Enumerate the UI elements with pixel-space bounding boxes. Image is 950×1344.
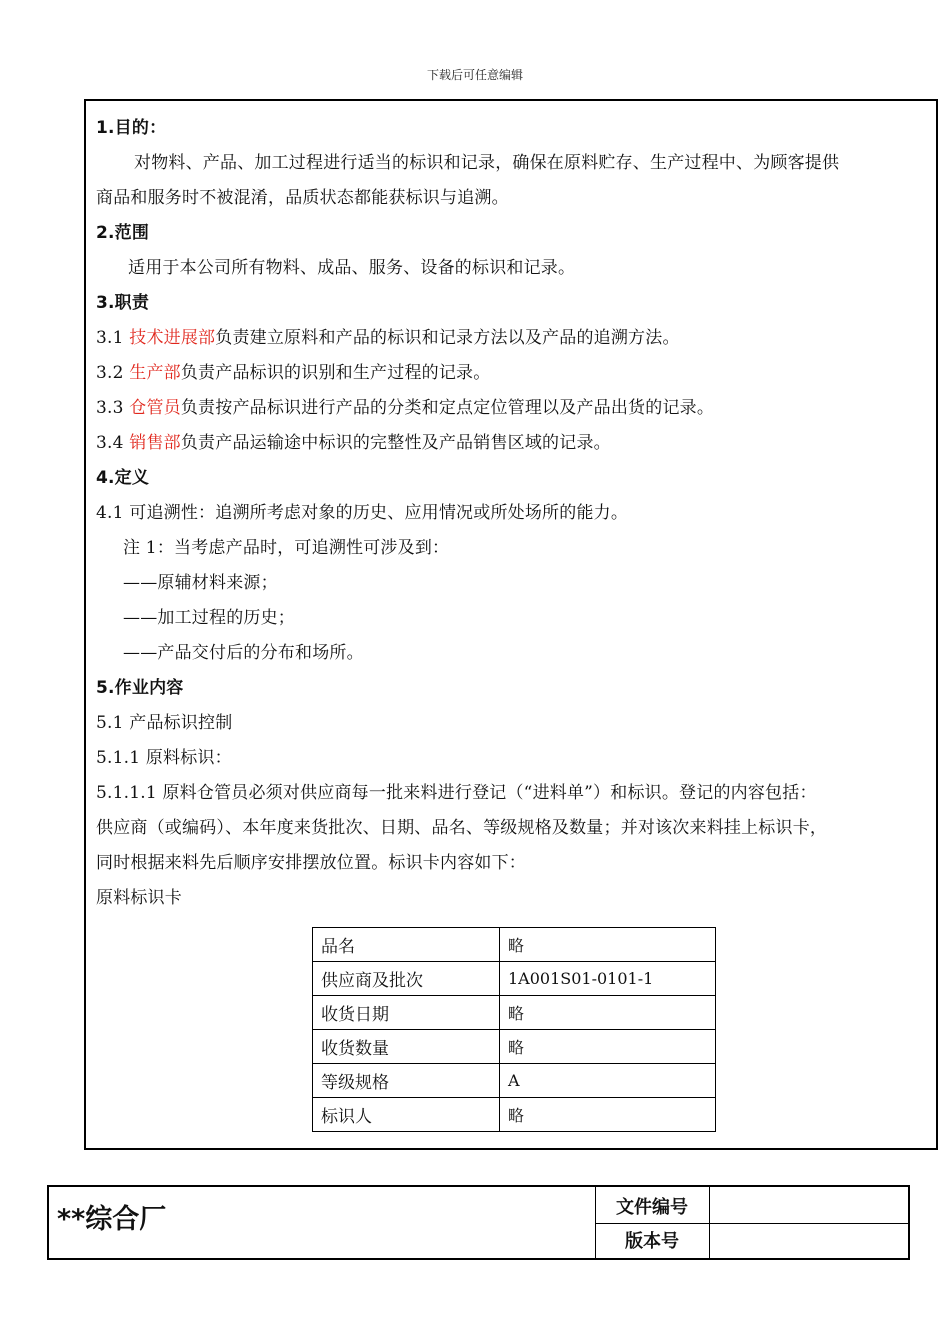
duty-number: 3.4 [96,433,130,453]
duty-text: 负责按产品标识进行产品的分类和定点定位管理以及产品出货的记录。 [180,398,715,418]
definition-heading: 4.定义 [96,468,150,488]
duty-text: 负责产品标识的识别和生产过程的记录。 [180,363,491,383]
duty-item [96,323,680,348]
work-line: 5.1.1 原料标识： [96,748,232,768]
table-row [313,962,716,996]
card-key: 收货数量 [313,1030,500,1064]
duty-text: 负责建立原料和产品的标识和记录方法以及产品的追溯方法。 [215,328,680,348]
company-name: **综合厂 [57,1204,167,1235]
duty-item [96,428,611,453]
duty-heading: 3.职责 [96,293,150,313]
doc-number-label: 文件编号 [616,1197,688,1218]
top-note: 下载后可任意编辑 [426,68,523,82]
definition-line: 4.1 可追溯性：追溯所考虑对象的历史、应用情况或所处场所的能力。 [96,503,629,523]
duty-number: 3.1 [96,328,130,348]
table-row [313,1030,716,1064]
scope-heading: 2.范围 [96,223,150,243]
definition-line: ——产品交付后的分布和场所。 [123,643,364,663]
work-line: 供应商（或编码）、本年度来货批次、日期、品名、等级规格及数量；并对该次来料挂上标识卡， [96,818,828,838]
card-value: 略 [500,928,716,962]
duty-department: 生产部 [129,363,181,383]
duty-department: 仓管员 [129,398,181,418]
card-value: 略 [500,1030,716,1064]
work-line: 同时根据来料先后顺序安排摆放位置。标识卡内容如下： [96,853,526,873]
purpose-text-line-2: 商品和服务时不被混淆，品质状态都能获标识与追溯。 [96,188,509,208]
card-value: A [500,1064,716,1098]
definition-line: ——加工过程的历史； [123,608,295,628]
card-caption: 原料标识卡 [96,888,182,908]
card-value: 略 [500,1098,716,1132]
duty-text: 负责产品运输途中标识的完整性及产品销售区域的记录。 [180,433,611,453]
card-key: 收货日期 [313,996,500,1030]
card-key: 供应商及批次 [313,962,500,996]
card-key: 等级规格 [313,1064,500,1098]
procedure-content-box [84,99,938,1150]
card-key: 品名 [313,928,500,962]
duty-item [96,358,490,383]
card-key: 标识人 [313,1098,500,1132]
duty-department: 销售部 [129,433,181,453]
work-line: 5.1 产品标识控制 [96,713,233,733]
table-row [313,1098,716,1132]
version-label: 版本号 [625,1231,679,1252]
purpose-heading: 1.目的： [96,118,167,138]
definition-line: 注 1：当考虑产品时，可追溯性可涉及到： [123,538,450,558]
table-row [313,1064,716,1098]
document-footer-table [47,1185,910,1260]
duty-item [96,393,714,418]
footer-divider [595,1223,908,1224]
work-line: 5.1.1.1 原料仓管员必须对供应商每一批来料进行登记（“进料单”）和标识。登记的内容包括： [96,783,817,803]
table-row [313,928,716,962]
duty-department: 技术进展部 [129,328,216,348]
scope-text: 适用于本公司所有物料、成品、服务、设备的标识和记录。 [128,258,576,278]
purpose-text-line-1: 对物料、产品、加工过程进行适当的标识和记录，确保在原料贮存、生产过程中、为顾客提供 [134,153,840,173]
material-id-card-table [312,927,716,1132]
table-row [313,996,716,1030]
duty-number: 3.2 [96,363,130,383]
card-value: 略 [500,996,716,1030]
duty-number: 3.3 [96,398,130,418]
card-value: 1A001S01-0101-1 [500,962,716,996]
work-heading: 5.作业内容 [96,678,184,698]
definition-line: ——原辅材料来源； [123,573,278,593]
